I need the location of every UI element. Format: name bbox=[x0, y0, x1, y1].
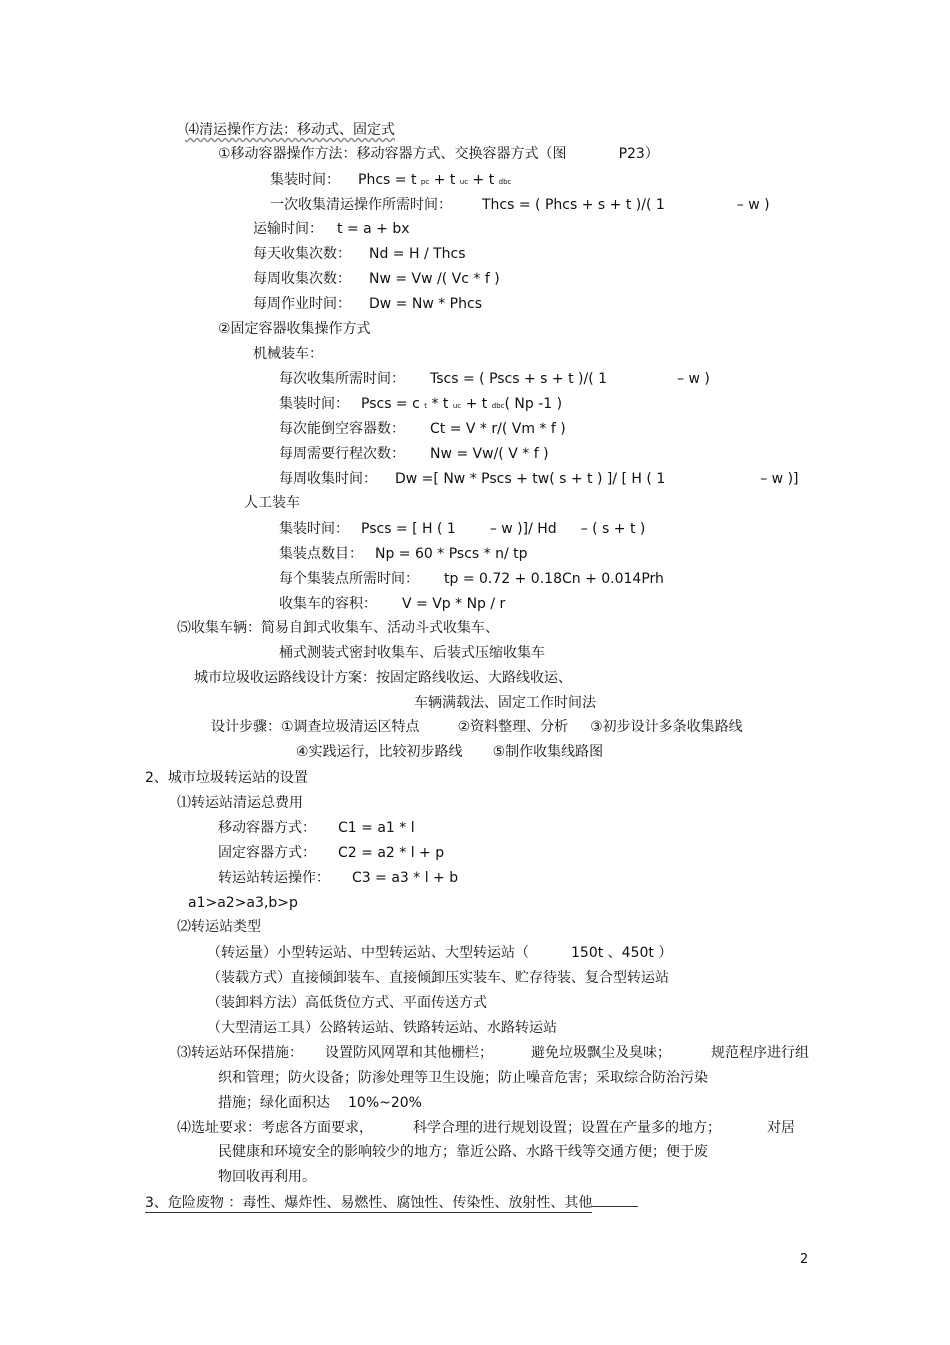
formula-part: * t bbox=[431, 396, 449, 412]
section-4-title-text: ⑷清运操作方法：移动式、固定式 bbox=[185, 122, 395, 138]
formula: Ct = V * r/( Vm * f ) bbox=[430, 421, 566, 437]
label: 收集车的容积： bbox=[279, 596, 377, 612]
mobile-collect-time bbox=[270, 171, 511, 191]
env-measures-line3-text: 措施；绿化面积达 bbox=[218, 1095, 330, 1111]
section-3-title-text: 3、危险废物 ：毒性、爆炸性、易燃性、腐蚀性、传染性、放射性、其他 bbox=[145, 1195, 593, 1211]
route-design-line1: 城市垃圾收运路线设计方案：按固定路线收运、大路线收运、 bbox=[194, 670, 572, 686]
design-steps-label: 设计步骤： bbox=[211, 719, 281, 735]
type-by-volume bbox=[207, 944, 672, 962]
route-design-line2: 车辆满载法、固定工作时间法 bbox=[414, 695, 596, 711]
page-number: 2 bbox=[800, 1252, 809, 1267]
env-measure-3: 规范程序进行组 bbox=[711, 1045, 809, 1061]
site-req-b: 科学合理的进行规划设置；设置在产量多的地方； bbox=[413, 1120, 721, 1136]
formula: C1 = a1 * l bbox=[338, 820, 415, 836]
design-step-2: ②资料整理、分析 bbox=[457, 719, 569, 735]
label: 每周收集时间： bbox=[279, 471, 377, 487]
label: 一次收集清运操作所需时间： bbox=[270, 197, 452, 213]
label: 集装时间： bbox=[279, 521, 349, 537]
design-step-3: ③初步设计多条收集路线 bbox=[590, 719, 743, 735]
mech-weekly-collect-time bbox=[279, 470, 799, 488]
type-by-volume-values: 150t 、450t ） bbox=[571, 945, 673, 961]
transfer-cost-title: ⑴转运站清运总费用 bbox=[177, 795, 303, 811]
formula: Nd = H / Thcs bbox=[369, 246, 466, 262]
site-req-line2: 民健康和环境安全的影响较少的地方；靠近公路、水路干线等交通方便；便于废 bbox=[218, 1144, 708, 1160]
mech-weekly-trips bbox=[279, 445, 549, 463]
formula: t = a + bx bbox=[337, 221, 410, 237]
env-measure-1: 设置防风网罩和其他栅栏； bbox=[325, 1045, 493, 1061]
label: 固定容器方式： bbox=[218, 845, 316, 861]
formula: Dw = Nw * Phcs bbox=[369, 296, 482, 312]
transport-time bbox=[253, 220, 410, 238]
site-req-line3: 物回收再利用。 bbox=[218, 1169, 316, 1185]
env-measure-2: 避免垃圾飘尘及臭味； bbox=[531, 1045, 671, 1061]
label: 每天收集次数： bbox=[253, 246, 351, 262]
formula-part: Phcs = t bbox=[358, 172, 417, 188]
formula-part: Dw =[ Nw * Pscs + tw( s + t ) ]/ [ H ( 1 bbox=[395, 471, 666, 487]
label: 移动容器方式： bbox=[218, 820, 316, 836]
cost-relation: a1>a2>a3,b>p bbox=[188, 895, 298, 911]
manual-collect-time bbox=[279, 520, 645, 538]
env-measures-line1 bbox=[177, 1044, 809, 1062]
formula: Nw = Vw/( V * f ) bbox=[430, 446, 549, 462]
formula: Np = 60 * Pscs * n/ tp bbox=[375, 546, 528, 562]
formula-part: Tscs = ( Pscs + s + t )/( 1 bbox=[430, 371, 608, 387]
formula-part: – w ) bbox=[677, 371, 710, 387]
manual-point-count bbox=[279, 545, 528, 563]
section-5-line2: 桶式测装式密封收集车、后装式压缩收集车 bbox=[279, 645, 545, 661]
formula-part: + t bbox=[465, 396, 488, 412]
label: 每周作业时间： bbox=[253, 296, 351, 312]
manual-vehicle-volume bbox=[279, 595, 505, 613]
subscript: pc bbox=[420, 178, 430, 186]
station-types-title: ⑵转运站类型 bbox=[177, 919, 261, 935]
subscript: dbc bbox=[498, 178, 512, 186]
label: 每次收集所需时间： bbox=[279, 371, 405, 387]
formula-part: Thcs = ( Phcs + s + t )/( 1 bbox=[482, 197, 665, 213]
weekly-collections bbox=[253, 270, 500, 288]
design-steps-row1 bbox=[211, 718, 743, 736]
mech-per-collection-time bbox=[279, 370, 710, 388]
mech-collect-time bbox=[279, 395, 562, 415]
site-req-c: 对居 bbox=[767, 1120, 795, 1136]
formula-part: Pscs = c bbox=[361, 396, 420, 412]
type-by-volume-text: （转运量）小型转运站、中型转运站、大型转运站（ bbox=[207, 945, 529, 961]
formula-part: – w )] bbox=[760, 471, 799, 487]
env-measures-label: ⑶转运站环保措施： bbox=[177, 1045, 303, 1061]
type-by-loading: （装载方式）直接倾卸装车、直接倾卸压实装车、贮存待装、复合型转运站 bbox=[207, 970, 669, 986]
formula-part: – ( s + t ) bbox=[580, 521, 646, 537]
section-3-title bbox=[145, 1194, 638, 1212]
label: 运输时间： bbox=[253, 221, 323, 237]
label: 每周需要行程次数： bbox=[279, 446, 405, 462]
env-measures-line3 bbox=[218, 1094, 422, 1112]
fixed-container-title: ②固定容器收集操作方式 bbox=[218, 321, 371, 337]
section-4-title bbox=[185, 121, 395, 139]
formula: V = Vp * Np / r bbox=[402, 596, 506, 612]
daily-collections bbox=[253, 245, 466, 263]
label: 每次能倒空容器数： bbox=[279, 421, 405, 437]
env-measures-line2: 织和管理；防火设备；防渗处理等卫生设施；防止噪音危害；采取综合防治污染 bbox=[218, 1070, 708, 1086]
formula-part: + t bbox=[433, 172, 456, 188]
label: 集装时间： bbox=[270, 172, 340, 188]
type-by-tool: （大型清运工具）公路转运站、铁路转运站、水路转运站 bbox=[207, 1020, 557, 1036]
label: 集装时间： bbox=[279, 396, 349, 412]
formula-part: – w ) bbox=[736, 197, 770, 213]
mech-containers-emptied bbox=[279, 420, 566, 438]
design-step-4: ④实践运行，比较初步路线 bbox=[296, 744, 463, 760]
formula: tp = 0.72 + 0.18Cn + 0.014Prh bbox=[444, 571, 664, 587]
mobile-container-title-text: ①移动容器操作方法：移动容器方式、交换容器方式（图 bbox=[218, 146, 567, 162]
mechanical-loading-title: 机械装车： bbox=[253, 346, 323, 362]
cost-mobile bbox=[218, 819, 415, 837]
label: 转运站转运操作： bbox=[218, 870, 330, 886]
figure-ref: P23） bbox=[618, 146, 659, 162]
section-5-line1: ⑸收集车辆：简易自卸式收集车、活动斗式收集车、 bbox=[177, 620, 499, 636]
formula-part: – w )]/ Hd bbox=[489, 521, 557, 537]
formula-part: ( Np -1 ) bbox=[504, 396, 563, 412]
mobile-container-title bbox=[218, 145, 659, 163]
subscript: dbc bbox=[491, 402, 505, 410]
manual-loading-title: 人工装车 bbox=[244, 495, 300, 511]
subscript: t bbox=[424, 402, 428, 410]
cost-transfer bbox=[218, 869, 458, 887]
design-step-1: ①调查垃圾清运区特点 bbox=[281, 719, 420, 735]
subscript: uc bbox=[452, 402, 462, 410]
label: 每周收集次数： bbox=[253, 271, 351, 287]
section-2-title: 2、城市垃圾转运站的设置 bbox=[145, 770, 308, 786]
label: 集装点数目： bbox=[279, 546, 363, 562]
design-step-5: ⑤制作收集线路图 bbox=[492, 744, 604, 760]
subscript: uc bbox=[459, 178, 469, 186]
site-req-a: ⑷选址要求：考虑各方面要求， bbox=[177, 1120, 373, 1136]
site-req-line1 bbox=[177, 1119, 795, 1137]
formula: C2 = a2 * l + p bbox=[338, 845, 445, 861]
formula-part: + t bbox=[472, 172, 495, 188]
type-by-unloading: （装卸料方法）高低货位方式、平面传送方式 bbox=[207, 995, 487, 1011]
cost-fixed bbox=[218, 844, 444, 862]
formula-part: Pscs = [ H ( 1 bbox=[361, 521, 456, 537]
label: 每个集装点所需时间： bbox=[279, 571, 419, 587]
formula: C3 = a3 * l + b bbox=[352, 870, 459, 886]
mobile-once-time bbox=[270, 196, 770, 214]
manual-point-time bbox=[279, 570, 664, 588]
weekly-work-time bbox=[253, 295, 482, 313]
green-area-ratio: 10%~20% bbox=[348, 1095, 422, 1111]
design-steps-row2 bbox=[296, 743, 603, 761]
formula: Nw = Vw /( Vc * f ) bbox=[369, 271, 500, 287]
